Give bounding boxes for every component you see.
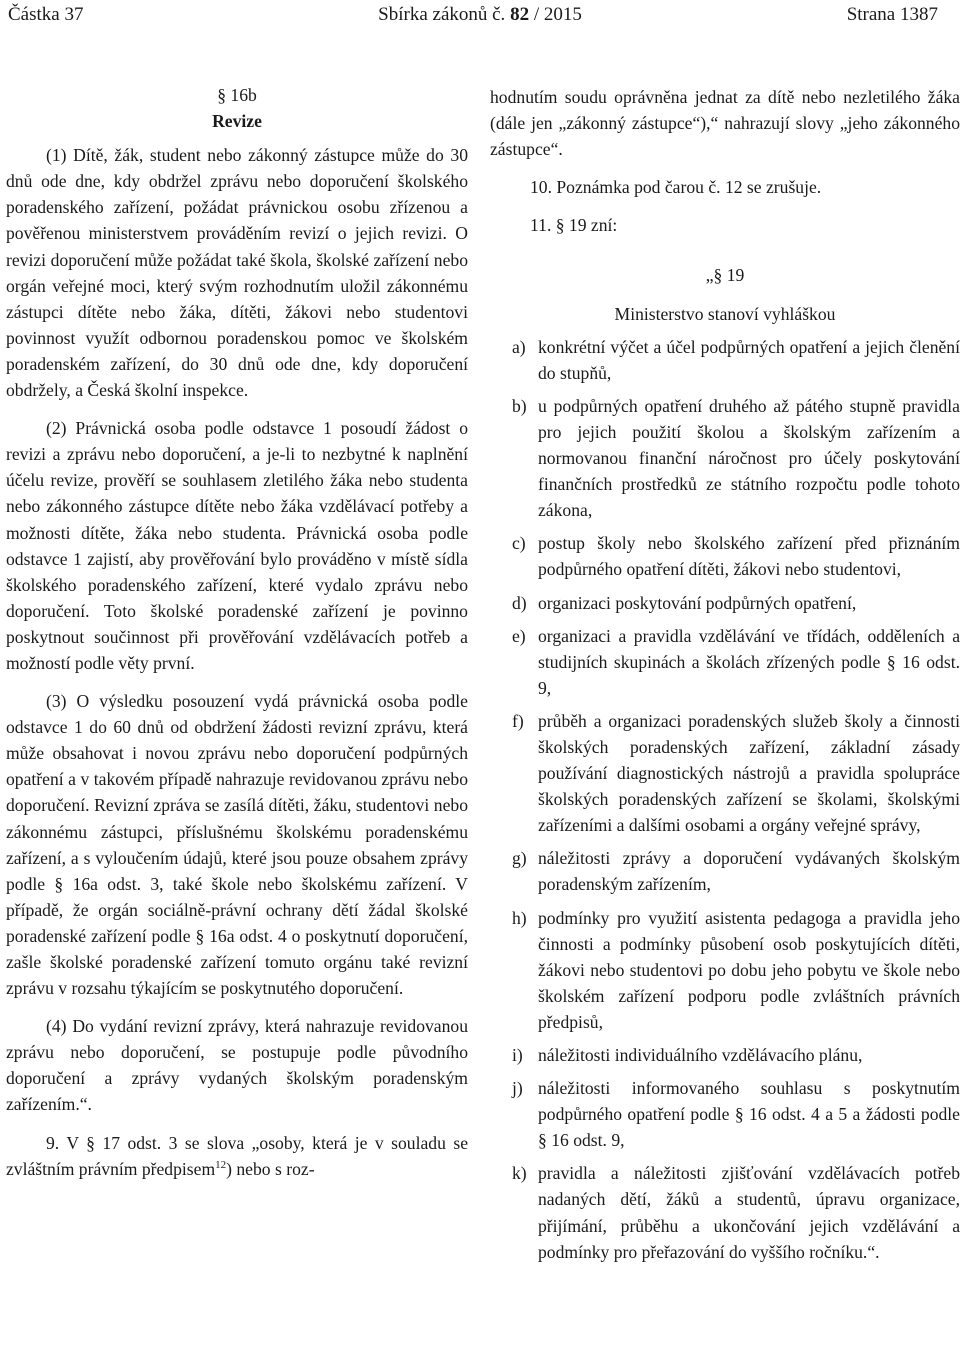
section-title: Revize (212, 111, 262, 132)
paragraph-2-part-c: Toto školské poradenské zařízení je povinno poskytnout součinnost při prověřování vzdělávacích potřeb a možností podle věty první. (6, 600, 468, 673)
paragraph-3-part-b: Revizní zpráva se zasílá dítěti, žáku, studentovi nebo zákonnému zástupci, příslušnému školskému poradenskému zařízení, a s vyloučením údajů, které jsou pouze obsahem zprávy podle § 16a odst. 3, také škole nebo školskému zařízení. (6, 795, 468, 894)
footnote-ref: 12 (215, 1158, 227, 1171)
list-item (490, 845, 960, 897)
amendment-10: 10. Poznámka pod čarou č. 12 se zrušuje. (530, 177, 822, 198)
page-number: Strana 1387 (846, 4, 938, 25)
list-item (490, 905, 960, 1035)
list-item-text: pravidla a náležitosti zjišťování vzdělávacích potřeb nadaných dětí, žáků a studentů, úpravu organizace, přijímání, průběhu a ukončování jejich vzdělávání a podmínky pro přeřazování do vyššího ročníku.“. (538, 1163, 960, 1262)
list-item-text: náležitosti individuálního vzdělávacího plánu, (538, 1045, 863, 1065)
list-item (490, 334, 960, 386)
list-item-text: organizaci a pravidla vzdělávání ve třídách, odděleních a studijních skupinách a školách zřízených podle § 16 odst. 9, (538, 625, 960, 698)
list-item-letter: g) (512, 848, 527, 869)
list-item (490, 1042, 960, 1068)
amendment-9-end: ) nebo s roz- (226, 1158, 315, 1179)
collection-year: / 2015 (533, 4, 582, 25)
left-column (6, 82, 468, 1182)
list-item-letter: b) (512, 395, 527, 416)
list-item-text: organizaci poskytování podpůrných opatření, (538, 592, 857, 613)
section-number: § 16b (217, 85, 257, 105)
list-item-letter: k) (512, 1163, 527, 1184)
amendment-9-text: 9. V § 17 odst. 3 se slova „osoby, která je v souladu se zvláštním právním předpisem (6, 1132, 468, 1179)
list-item-text: náležitosti informovaného souhlasu s poskytnutím podpůrného opatření podle § 16 odst. 4 a 5 a žádosti podle § 16 odst. 9, (538, 1078, 960, 1151)
paragraph-2-part-b: Právnická osoba podle odstavce 1 zajistí, aby prověřování bylo prováděno v místě sídla školského poradenského zařízení, které vydalo zprávu nebo doporučení. (6, 522, 469, 621)
paragraph-2-part-a: (2) Právnická osoba podle odstavce 1 posoudí žádost o revizi a zprávu nebo doporučení, a je-li to nezbytné k naplnění účelu revize, prověří se souhlasem zletilého žáka nebo studenta nebo zákonného zástupce dítěte nebo žáka vzdělávací potřeby a možnosti dítěte, žáka nebo studenta. (6, 418, 468, 543)
paragraph-4: (4) Do vydání revizní zprávy, která nahrazuje revidovanou zprávu nebo doporučení, se postupuje podle původního doporučení a zprávy vydaných školským poradenským zařízením.“. (6, 1016, 468, 1115)
page-header (0, 4, 960, 34)
paragraph-1-part-b: O revizi doporučení může požádat také škola, školské zařízení nebo orgán veřejné moci, který svým rozhodnutím uložil zákonnému zástupci dítěte nebo žáka, dítěti, žákovi nebo studentovi povinnost využít odbornou poradenskou pomoc ve školském poradenském zařízení, do 30 dnů ode dne, kdy doporučení obdržely, a Česká školní inspekce. (6, 223, 468, 401)
list-item (490, 530, 960, 582)
section-19-number: „§ 19 (705, 265, 745, 286)
list-item-text: u podpůrných opatření druhého až pátého stupně pravidla pro jejich použití školou a školským zařízením a normovanou finanční náročnost pro účely poskytování finančních prostředků ze státního rozpočtu podle tohoto zákona, (538, 395, 960, 521)
list-item (490, 590, 960, 616)
paragraph-2 (6, 415, 468, 676)
list-item-letter: a) (512, 336, 526, 357)
collection-prefix: Sbírka zákonů č. (378, 4, 506, 25)
list-item-text: konkrétní výčet a účel podpůrných opatření a jejich členění do stupňů, (538, 336, 960, 383)
list-item-letter: i) (512, 1045, 523, 1065)
paragraph-3-part-a: (3) O výsledku posouzení vydá právnická osoba podle odstavce 1 do 60 dnů od obdržení žádosti revizní zprávu, která může obsahovat i novou zprávu nebo doporučení podpůrných opatření a v takovém případě nahrazuje revidovanou zprávu nebo doporučení. (6, 691, 468, 816)
right-column (490, 84, 960, 1265)
amendment-9 (6, 1130, 468, 1182)
list-item-letter: j) (512, 1078, 523, 1099)
list-item-letter: c) (512, 533, 526, 554)
paragraph-1-part-a: (1) Dítě, žák, student nebo zákonný zástupce může do 30 dnů ode dne, kdy obdržel zprávu nebo doporučení školského poradenského zařízení, požádat právnickou osobu zřízenou a pověřenou ministerstvem prováděním revizí o jejich revizi. (6, 145, 468, 244)
list-item (490, 393, 960, 523)
list-item (490, 623, 960, 701)
list-item-letter: h) (512, 907, 527, 928)
section-19-intro: Ministerstvo stanoví vyhláškou (614, 303, 836, 324)
continuation-text: hodnutím soudu oprávněna jednat za dítě nebo nezletilého žáka (dále jen „zákonný zástupce“),“ nahrazují slovy „jeho zákonného zástupce“. (490, 87, 960, 160)
provision-list (490, 334, 960, 1265)
list-item-text: průběh a organizaci poradenských služeb školy a činnosti školských poradenských zařízení, základní zásady používání diagnostických nástrojů a pravidla spolupráce školských poradenských zařízení se školami, školskými zařízeními a dalšími osobami a orgány veřejné správy, (538, 710, 960, 836)
issue-part: Částka 37 (8, 4, 84, 25)
list-item (490, 1160, 960, 1264)
paragraph-3 (6, 688, 468, 1001)
list-item-text: náležitosti zprávy a doporučení vydávaných školským poradenským zařízením, (538, 848, 960, 895)
list-item-text: podmínky pro využití asistenta pedagoga a pravidla jeho činnosti a podmínky působení osob poskytujících dítěti, žákovi nebo studentovi po dobu jeho pobytu ve škole nebo školském zařízení podporu podle zvláštních právních předpisů, (538, 907, 960, 1032)
paragraph-1 (6, 142, 468, 403)
list-item-letter: d) (512, 592, 527, 613)
amendment-11: 11. § 19 zní: (530, 215, 618, 236)
collection-number: 82 (510, 4, 530, 25)
list-item (490, 1075, 960, 1153)
list-item-letter: e) (512, 625, 526, 646)
paragraph-3-part-c: V případě, že orgán sociálně-právní ochrany dětí žádal školské poradenské zařízení podle § 16a odst. 4 o poskytnutí doporučení, zašle školské poradenské zařízení tomuto orgánu také revizní zprávu v rozsahu týkajícím se poskytnutého doporučení. (6, 873, 468, 999)
list-item-letter: f) (512, 710, 524, 731)
collection-title (0, 4, 960, 26)
list-item-text: postup školy nebo školského zařízení před přiznáním podpůrného opatření dítěti, žákovi nebo studentovi, (538, 533, 960, 580)
list-item (490, 708, 960, 838)
